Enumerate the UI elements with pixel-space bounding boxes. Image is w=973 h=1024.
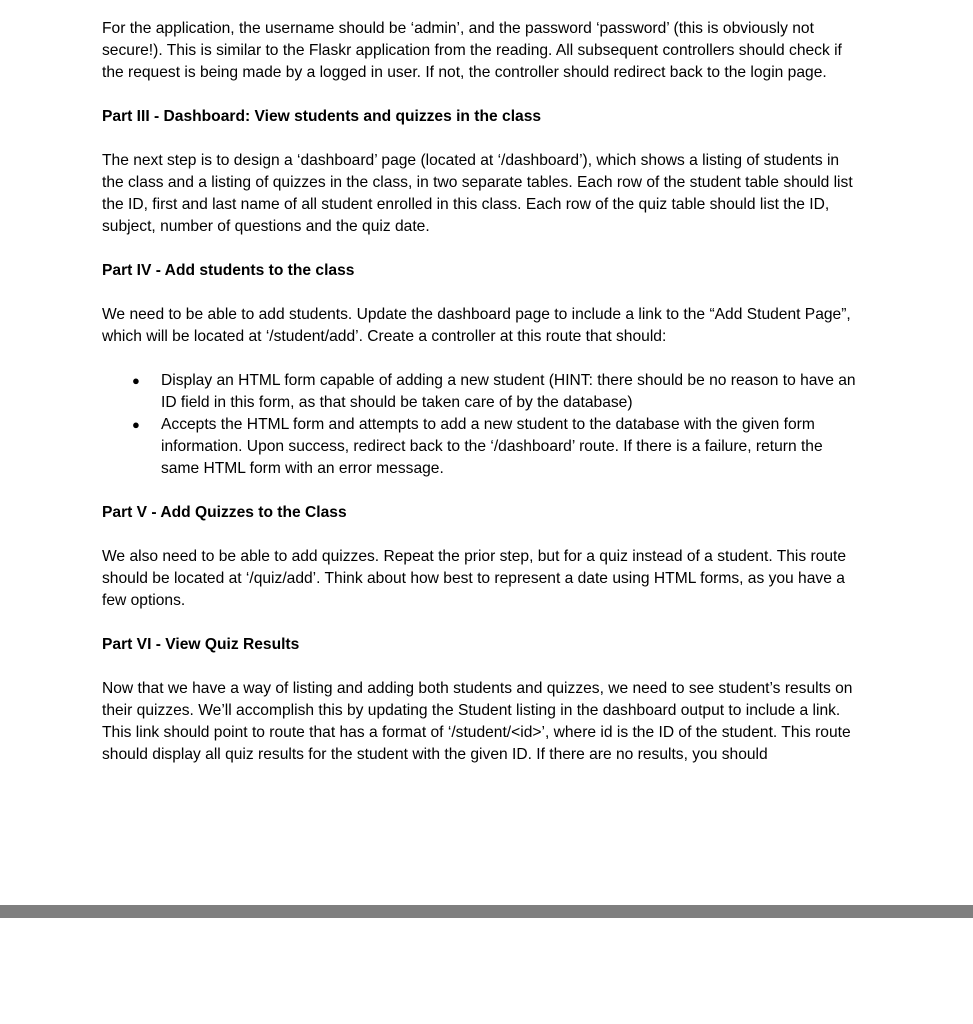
document-content bbox=[102, 18, 862, 788]
section-paragraph-part-v: We also need to be able to add quizzes. Repeat the prior step, but for a quiz instead of a student. This route should be located at ‘/quiz/add’. Think about how best to represent a date using HTML forms, as you have a few options. bbox=[102, 548, 847, 609]
bullet-icon: ● bbox=[132, 373, 140, 388]
list-item bbox=[132, 414, 862, 480]
section-paragraph-part-iv: We need to be able to add students. Update the dashboard page to include a link to the “Add Student Page”, which will be located at ‘/student/add’. Create a controller at this route that should: bbox=[102, 306, 851, 345]
section-paragraph-part-iii: The next step is to design a ‘dashboard’ page (located at ‘/dashboard’), which shows a listing of students in the class and a listing of quizzes in the class, in two separate tables. Each row of the student table should list the ID, first and last name of all student enrolled in this class. Each row of the quiz table should list the ID, subject, number of questions and the quiz date. bbox=[102, 152, 853, 235]
section-heading-part-vi: Part VI - View Quiz Results bbox=[102, 636, 300, 653]
section-heading-part-iv: Part IV - Add students to the class bbox=[102, 262, 355, 279]
section-heading-part-v: Part V - Add Quizzes to the Class bbox=[102, 504, 347, 521]
section-heading-part-iii: Part III - Dashboard: View students and quizzes in the class bbox=[102, 108, 542, 125]
section-paragraph-part-vi: Now that we have a way of listing and adding both students and quizzes, we need to see student’s results on their quizzes. We’ll accomplish this by updating the Student listing in the dashboard output to include a link. This link should point to route that has a format of ‘/student/<id>’, where id is the ID of the student. This route should display all quiz results for the student with the given ID. If there are no results, you should bbox=[102, 680, 853, 763]
list-item bbox=[132, 370, 862, 414]
list-item-text: Display an HTML form capable of adding a new student (HINT: there should be no reason to have an ID field in this form, as that should be taken care of by the database) bbox=[161, 372, 856, 411]
bullet-icon: ● bbox=[132, 417, 140, 432]
bullet-list bbox=[102, 370, 862, 480]
next-page-area bbox=[0, 918, 973, 1024]
list-item-text: Accepts the HTML form and attempts to add a new student to the database with the given form information. Upon success, redirect back to the ‘/dashboard’ route. If there is a failure, return the same HTML form with an error message. bbox=[161, 416, 823, 477]
page-divider bbox=[0, 905, 973, 918]
intro-paragraph: For the application, the username should be ‘admin’, and the password ‘password’ (this is obviously not secure!). This is similar to the Flaskr application from the reading. All subsequent controllers should check if the request is being made by a logged in user. If not, the controller should redirect back to the login page. bbox=[102, 20, 842, 81]
